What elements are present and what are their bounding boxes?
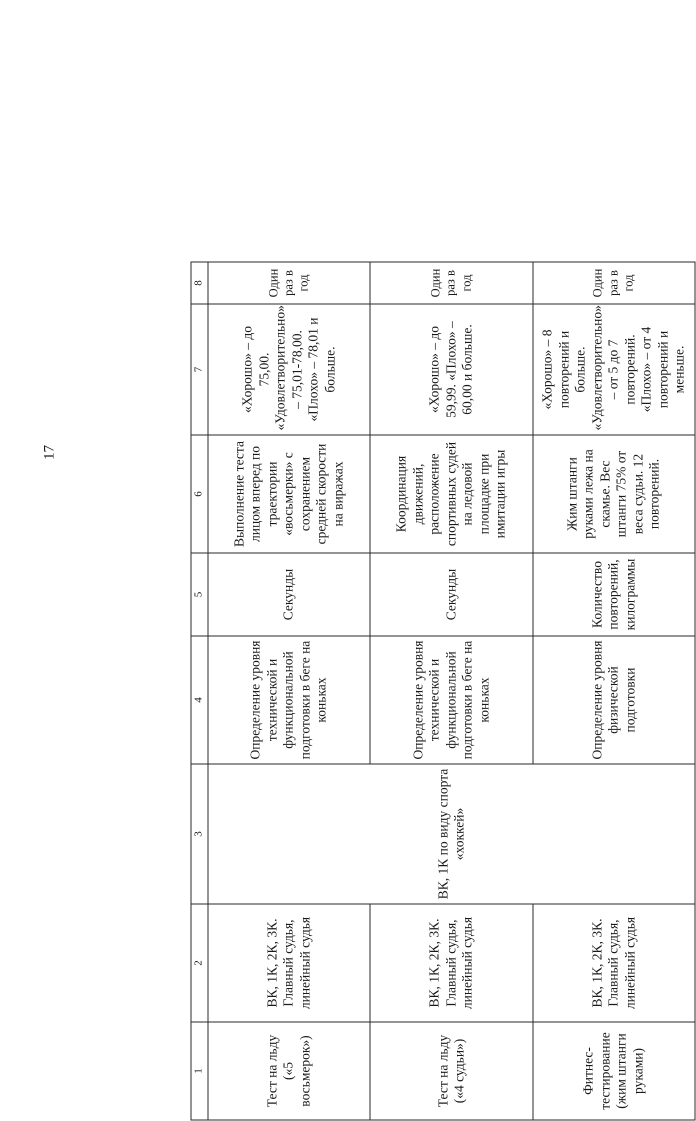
description-cell: Координация движений, расположение спортивных судей на ледовой площадке при имитации игры bbox=[370, 435, 532, 553]
frequency-cell: Один раз в год bbox=[533, 262, 695, 304]
frequency-cell: Один раз в год bbox=[208, 262, 370, 304]
categories-cell: ВК, 1К, 2К, 3К. Главный судья, линейный судья bbox=[533, 904, 695, 1022]
purpose-cell: Определение уровня физической подготовки bbox=[533, 636, 695, 764]
unit-cell: Количество повторений, килограммы bbox=[533, 553, 695, 636]
qualification-tests-table bbox=[191, 262, 696, 1121]
column-number-4: 4 bbox=[191, 636, 208, 764]
frequency-cell: Один раз в год bbox=[370, 262, 532, 304]
column-number-7: 7 bbox=[191, 304, 208, 435]
assessment-cell: «Хорошо» – до 75,00. «Удовлетворительно» – 75,01-78,00. «Плохо» – 78,01 и больше. bbox=[208, 304, 370, 435]
description-cell: Жим штанги руками лежа на скамье. Вес штанги 75% от веса судьи. 12 повторений. bbox=[533, 435, 695, 553]
document-table-rotated bbox=[191, 263, 696, 1121]
column-number-2: 2 bbox=[191, 904, 208, 1022]
test-name-cell: Тест на льду («4 судьи») bbox=[370, 1022, 532, 1120]
column-number-6: 6 bbox=[191, 435, 208, 553]
column-number-row bbox=[191, 262, 208, 1120]
test-name-cell: Тест на льду («5 восьмерок») bbox=[208, 1022, 370, 1120]
page-number: 17 bbox=[41, 445, 58, 460]
unit-cell: Секунды bbox=[208, 553, 370, 636]
categories-cell: ВК, 1К, 2К, 3К. Главный судья, линейный судья bbox=[370, 904, 532, 1022]
purpose-cell: Определение уровня технической и функциональной подготовки в беге на коньках bbox=[370, 636, 532, 764]
column-number-1: 1 bbox=[191, 1022, 208, 1120]
table-row bbox=[533, 262, 695, 1120]
sport-category-cell: ВК, 1К по виду спорта «хоккей» bbox=[208, 764, 695, 904]
column-number-8: 8 bbox=[191, 262, 208, 304]
table-row bbox=[208, 262, 370, 1120]
categories-cell: ВК, 1К, 2К, 3К. Главный судья, линейный судья bbox=[208, 904, 370, 1022]
column-number-5: 5 bbox=[191, 553, 208, 636]
assessment-cell: «Хорошо» – 8 повторений и больше. «Удовлетворительно» – от 5 до 7 повторений. «Плохо» – от 4 повторений и меньше. bbox=[533, 304, 695, 435]
table-row bbox=[370, 262, 532, 1120]
description-cell: Выполнение теста лицом вперед по траектории «восьмерки» с сохранением средней скорости на виражах bbox=[208, 435, 370, 553]
test-name-cell: Фитнес-тестирование (жим штанги руками) bbox=[533, 1022, 695, 1120]
column-number-3: 3 bbox=[191, 764, 208, 904]
purpose-cell: Определение уровня технической и функциональной подготовки в беге на коньках bbox=[208, 636, 370, 764]
unit-cell: Секунды bbox=[370, 553, 532, 636]
assessment-cell: «Хорошо» – до 59,99. «Плохо» – 60,00 и больше. bbox=[370, 304, 532, 435]
